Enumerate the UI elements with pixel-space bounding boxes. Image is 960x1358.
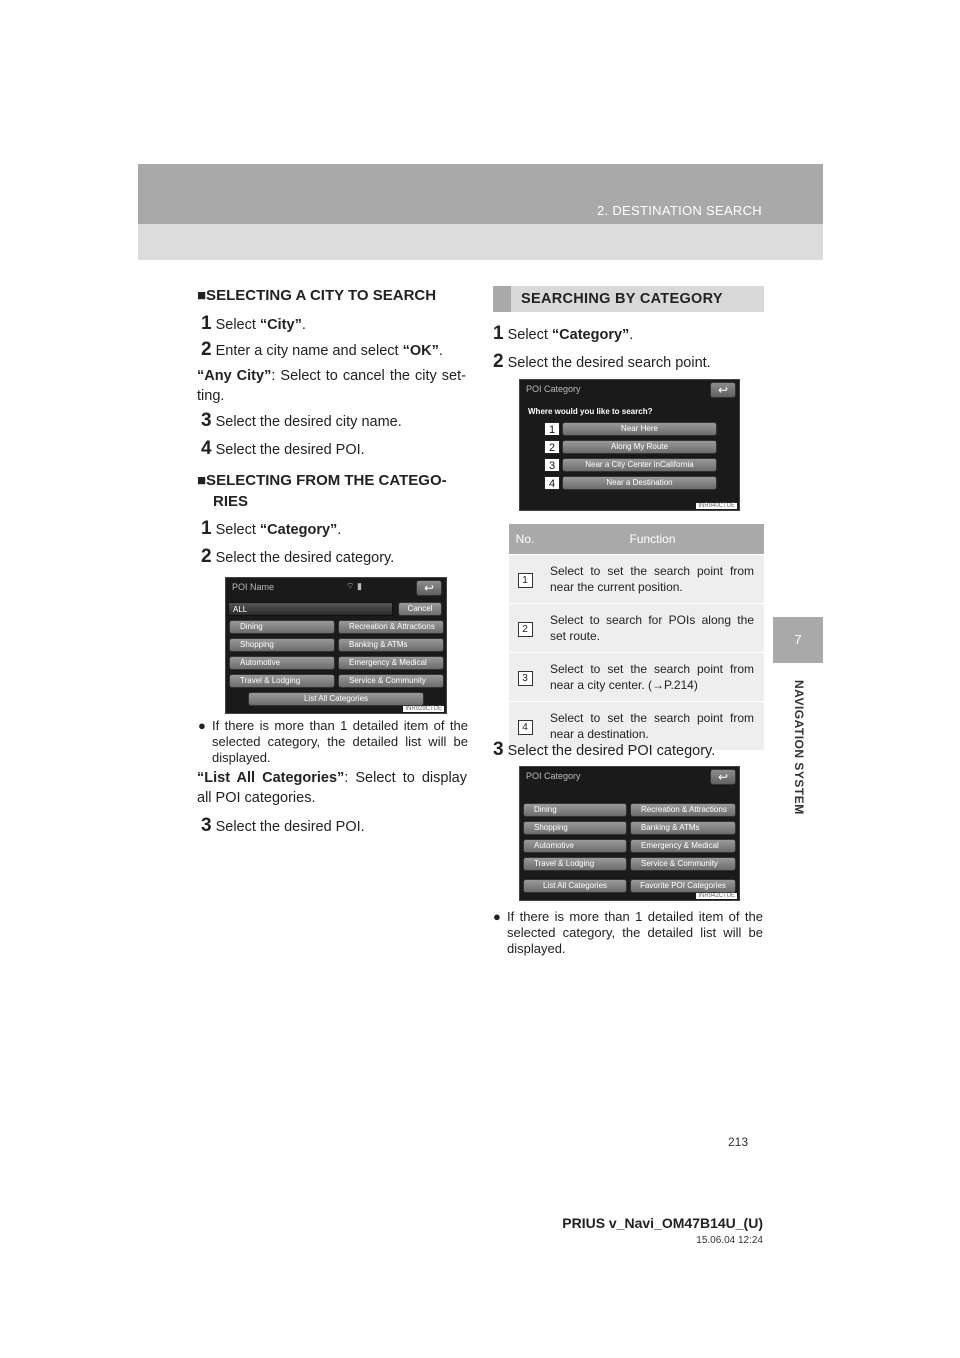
r-step-2: 2 Select the desired search point. — [493, 351, 711, 372]
function-table — [509, 524, 764, 750]
list-all-note: “List All Categories”: Select to display all POI categories. — [197, 770, 467, 806]
section-title-city: ■SELECTING A CITY TO SEARCH — [197, 287, 437, 304]
callout-2: 2 — [544, 440, 560, 454]
category-service[interactable]: Service & Community — [338, 674, 444, 688]
cancel-button[interactable]: Cancel — [398, 602, 442, 616]
category-dining[interactable]: Dining — [229, 620, 335, 634]
list-all-categories-button[interactable]: List All Categories — [523, 879, 627, 893]
option-near-here[interactable]: Near Here — [562, 422, 717, 436]
table-row: 3 Select to set the search point from near a city center. (→P.214) — [509, 653, 764, 702]
r-step-1: 1 Select “Category”. — [493, 323, 634, 344]
category-automotive[interactable]: Automotive — [229, 656, 335, 670]
step-1: 1 Select “City”. — [201, 313, 306, 334]
callout-1: 1 — [544, 422, 560, 436]
side-tab-number: 7 — [773, 617, 823, 663]
any-city-note: “Any City”: Select to cancel the city set-ting. — [197, 368, 466, 404]
category-dining[interactable]: Dining — [523, 803, 627, 817]
callout-4: 4 — [544, 476, 560, 490]
category-travel[interactable]: Travel & Lodging — [229, 674, 335, 688]
section-title-categories: ■SELECTING FROM THE CATEGO- RIES — [197, 472, 447, 510]
search-field[interactable]: ALL — [228, 602, 393, 616]
screen-title: POI Name — [232, 582, 275, 592]
cat-step-3: 3 Select the desired POI. — [201, 815, 365, 836]
category-automotive[interactable]: Automotive — [523, 839, 627, 853]
back-button[interactable]: ↩ — [416, 580, 442, 596]
favorite-categories-button[interactable]: Favorite POI Categories — [630, 879, 736, 893]
category-service[interactable]: Service & Community — [630, 857, 736, 871]
table-row: 1 Select to set the search point from near the current position. — [509, 555, 764, 604]
option-along-route[interactable]: Along My Route — [562, 440, 717, 454]
callout-3: 3 — [544, 458, 560, 472]
option-near-destination[interactable]: Near a Destination — [562, 476, 717, 490]
r-step-3: 3 Select the desired POI category. — [493, 739, 716, 760]
category-shopping[interactable]: Shopping — [229, 638, 335, 652]
poi-category-search-screen — [519, 379, 740, 511]
image-code: INR942CTUE — [698, 893, 735, 899]
side-tab-label: NAVIGATION SYSTEM — [792, 680, 806, 815]
bullet-icon: ● — [493, 909, 501, 924]
image-code: INR940CTUE — [698, 503, 735, 509]
poi-name-screen — [225, 577, 447, 714]
table-row: 4 Select to set the search point from near a destination. — [509, 702, 764, 751]
category-recreation[interactable]: Recreation & Attractions — [630, 803, 736, 817]
cat-step-1: 1 Select “Category”. — [201, 518, 342, 539]
back-button[interactable]: ↩ — [710, 769, 736, 785]
category-emergency[interactable]: Emergency & Medical — [630, 839, 736, 853]
category-shopping[interactable]: Shopping — [523, 821, 627, 835]
option-near-city[interactable]: Near a City Center inCalifornia — [562, 458, 717, 472]
screen-title: POI Category — [526, 771, 581, 781]
chapter-title: 2. DESTINATION SEARCH — [597, 203, 762, 218]
bullet-note-left: ● If there is more than 1 detailed item of the selected category, the detailed list will be displayed. — [198, 718, 468, 765]
category-travel[interactable]: Travel & Lodging — [523, 857, 627, 871]
table-row: 2 Select to search for POIs along the set route. — [509, 604, 764, 653]
col-header-no: No. — [509, 524, 541, 555]
search-question: Where would you like to search? — [528, 407, 653, 416]
step-3: 3 Select the desired city name. — [201, 410, 402, 431]
back-button[interactable]: ↩ — [710, 382, 736, 398]
section-bar-category: SEARCHING BY CATEGORY — [493, 286, 764, 312]
category-banking[interactable]: Banking & ATMs — [630, 821, 736, 835]
category-banking[interactable]: Banking & ATMs — [338, 638, 444, 652]
col-header-function: Function — [541, 524, 764, 555]
step-4: 4 Select the desired POI. — [201, 438, 365, 459]
image-code: INR929CTUE — [405, 706, 442, 712]
document-id: PRIUS v_Navi_OM47B14U_(U) — [562, 1215, 763, 1231]
step-2: 2 Enter a city name and select “OK”. — [201, 339, 443, 360]
bullet-icon: ● — [198, 718, 206, 733]
category-emergency[interactable]: Emergency & Medical — [338, 656, 444, 670]
signal-icon: ⌔ ▮ — [346, 581, 362, 591]
header-subband — [138, 224, 823, 260]
category-recreation[interactable]: Recreation & Attractions — [338, 620, 444, 634]
page-number: 213 — [728, 1135, 749, 1149]
screen-title: POI Category — [526, 384, 581, 394]
poi-category-list-screen — [519, 766, 740, 901]
list-all-categories-button[interactable]: List All Categories — [248, 692, 424, 706]
print-timestamp: 15.06.04 12:24 — [696, 1235, 763, 1246]
bullet-note-right: ● If there is more than 1 detailed item of the selected category, the detailed list will be displayed. — [493, 909, 763, 956]
cat-step-2: 2 Select the desired category. — [201, 546, 395, 567]
